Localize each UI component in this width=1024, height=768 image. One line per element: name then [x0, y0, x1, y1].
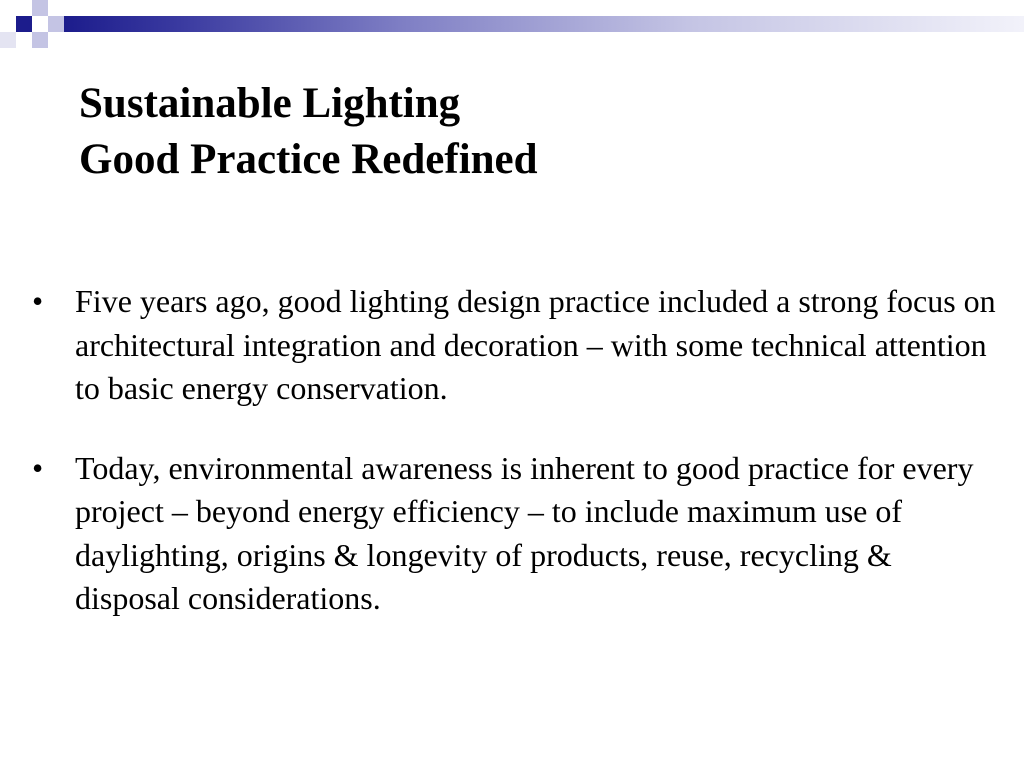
bullet-list: [32, 280, 1002, 657]
deco-square-lighter: [0, 32, 16, 48]
bullet-item: [32, 280, 1002, 411]
header-gradient-bar: [64, 16, 1024, 32]
deco-square-dark: [16, 16, 32, 32]
title-line-2: Good Practice Redefined: [79, 136, 538, 183]
header-decoration: [0, 0, 1024, 52]
bullet-text: Today, environmental awareness is inherent to good practice for every project – beyond energy efficiency – to include maximum use of daylighting, origins & longevity of products, reuse, recycling & disposal considerations.: [75, 449, 974, 616]
title-line-1: Sustainable Lighting: [79, 80, 461, 127]
bullet-marker: •: [32, 449, 44, 486]
slide-title: [79, 76, 979, 188]
deco-square-light: [32, 0, 48, 16]
deco-square-light: [32, 32, 48, 48]
bullet-text: Five years ago, good lighting design practice included a strong focus on architectural integration and decoration – with some technical attention to basic energy conservation.: [75, 283, 996, 406]
bullet-marker: •: [32, 283, 44, 319]
deco-square-light: [48, 16, 64, 32]
bullet-item: [32, 447, 1002, 621]
